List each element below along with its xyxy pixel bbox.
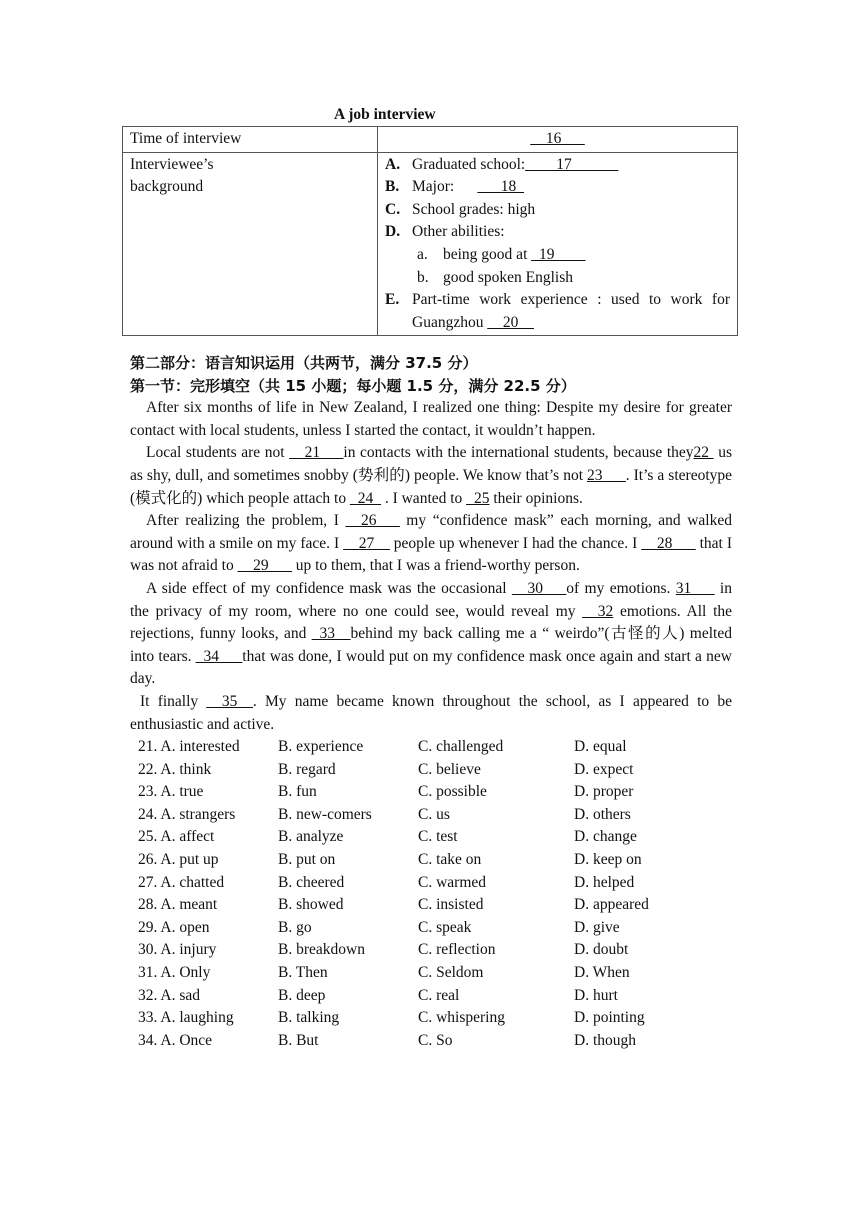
text-span: 30. A. injury [138,941,217,959]
text-span: D. appeared [574,896,649,914]
choice-row-24 [130,804,732,827]
option-a [385,154,730,177]
text-span: C. [385,200,401,218]
text-span: A side effect of my confidence mask was the occasional [146,579,512,597]
text-span: us as shy, dull, and sometimes snobby (势利的) people. We know that’s not [130,444,732,484]
label-line: Interviewee’s [130,155,214,173]
choice-row-34 [130,1030,732,1053]
blank-21: __21___ [289,444,344,462]
text-span: 34. A. Once [138,1031,213,1049]
text-span: D. others [574,805,631,823]
text-span: . It’s a stereotype (模式化的) which people attach to [130,466,733,507]
text-span: D. doubt [574,941,629,959]
choice-row-23 [130,781,732,804]
table-row [123,127,738,153]
text-span: Local students are not [146,444,290,462]
text-span: B. put on [278,851,336,869]
blank-28: __28___ [641,534,696,552]
text-span: After realizing the problem, I [146,512,346,530]
choice-row-29 [130,917,732,940]
blank-20: __20__ [487,313,534,331]
text-span: 26. A. put up [138,851,219,869]
option-c [385,199,730,222]
text-span: C. So [418,1031,453,1049]
text-span: C. believe [418,760,481,778]
table-title: A job interview [334,106,436,123]
text-span: 23. A. true [138,783,204,801]
paragraph-3 [130,510,732,578]
text-span: 29. A. open [138,918,210,936]
text-span: It finally [140,692,207,710]
text-span: in contacts with the international students, because they [343,444,694,462]
text-span: C. challenged [418,738,504,756]
text-span: Guangzhou [412,313,488,331]
paragraph-2 [130,442,732,510]
text-span: Major: [412,178,478,196]
text-span: B. showed [278,896,344,914]
choices-list [130,736,732,1052]
text-span: B. regard [278,760,336,778]
text-span: D. pointing [574,1009,645,1027]
text-span: B. experience [278,738,364,756]
choice-row-33 [130,1007,732,1030]
text-span: emotions. All the rejections, funny looks, and [130,602,733,643]
blank-25: _25 [466,489,490,507]
text-span: D. equal [574,738,627,756]
text-span: D. When [574,964,630,982]
choice-row-30 [130,939,732,962]
option-d-b [385,267,730,290]
blank-24: _24_ [349,489,381,507]
text-span: Graduated school: [412,155,526,173]
text-span: C. whispering [418,1009,505,1027]
text-span: D. [385,223,401,241]
choice-row-25 [130,826,732,849]
section-title: 第一节：完形填空（共 15 小题；每小题 1.5 分，满分 22.5 分） [130,376,576,395]
text-span: Part-time work experience : used to work for [412,291,730,309]
blank-29: __29___ [237,557,292,575]
text-span: 21. A. interested [138,738,240,756]
choice-row-28 [130,894,732,917]
text-span: C. real [418,986,460,1004]
blank-22: 22 [693,444,714,462]
blank-34: _34___ [195,647,243,665]
text-span: that was done, I would put on my confidence mask once again and start a new day. [130,647,732,688]
option-e [385,289,730,312]
text-span: School grades: high [412,200,536,218]
text-span: B. Then [278,964,328,982]
choice-row-26 [130,849,732,872]
blank-19: _19____ [531,245,586,263]
text-span: C. insisted [418,896,484,914]
text-span: 28. A. meant [138,896,218,914]
blank-30: __30___ [511,579,567,597]
text-span: B. go [278,918,312,936]
part-title: 第二部分：语言知识运用（共两节，满分 37.5 分） [130,354,478,372]
choice-row-21 [130,736,732,759]
text-span: C. warmed [418,873,487,891]
row-value [378,152,738,336]
option-d [385,221,730,244]
text-span: D. proper [574,783,634,801]
text-span: . My name became known throughout the school, as I appeared to be enthusiastic and active. [130,692,732,733]
text-span: B. breakdown [278,941,365,959]
text-span: D. give [574,918,620,936]
text-span: people up whenever I had the chance. I [389,534,642,552]
text-span: b. [417,268,429,286]
blank-26: __26___ [345,512,400,530]
text-span: C. us [418,805,450,823]
text-span: 31. A. Only [138,964,211,982]
job-interview-table [122,126,738,336]
text-span: B. [385,178,400,196]
choice-row-22 [130,759,732,782]
option-b [385,176,730,199]
blank-17: ____17______ [525,155,619,173]
text-span: B. cheered [278,873,345,891]
row-label [123,152,378,336]
choice-row-27 [130,872,732,895]
choice-row-31 [130,962,732,985]
blank-27: __27__ [343,534,390,552]
option-d-a [385,244,730,267]
text-span: 32. A. sad [138,986,200,1004]
text-span: 24. A. strangers [138,805,236,823]
text-span: 22. A. think [138,760,212,778]
text-span: B. But [278,1031,319,1049]
row-label: Time of interview [123,127,378,153]
text-span: 33. A. laughing [138,1009,234,1027]
text-span: that I was not afraid to [130,534,733,575]
text-span: of my emotions. [566,579,676,597]
blank-18: ___18_ [477,178,524,196]
text-span: 27. A. chatted [138,873,225,891]
section-body [130,352,732,1052]
text-span: D. hurt [574,986,618,1004]
row-value [378,127,738,153]
text-span: D. keep on [574,851,642,869]
text-span: C. take on [418,851,482,869]
text-span: B. deep [278,986,326,1004]
text-span: D. helped [574,873,635,891]
text-span: C. Seldom [418,964,484,982]
paragraph-1: After six months of life in New Zealand, I realized one thing: Despite my desire for greater contact with local students, unless I started the contact, it wouldn’t happen. [130,399,732,439]
text-span: 25. A. affect [138,828,215,846]
blank-31: 31___ [675,579,715,597]
text-span: A. [385,155,401,173]
paragraph-5 [130,691,732,736]
text-span: my “confidence mask” each morning, and walked around with a smile on my face. I [130,512,732,552]
text-span: C. possible [418,783,487,801]
label-line: background [130,178,204,196]
blank-23: 23___ [587,466,626,484]
text-span: a. [417,245,428,263]
text-span: . I wanted to [380,489,467,507]
text-span: D. though [574,1031,636,1049]
text-span: C. test [418,828,458,846]
text-span: their opinions. [489,489,583,507]
text-span: B. fun [278,783,317,801]
text-span: Other abilities: [412,223,505,241]
text-span: up to them, that I was a friend-worthy person. [291,557,580,575]
blank-33: _33__ [311,625,351,643]
text-span: being good at [443,245,532,263]
text-span: B. analyze [278,828,344,846]
text-span: B. new-comers [278,805,372,823]
text-span: good spoken English [443,268,574,286]
text-span: E. [385,291,400,309]
text-span: C. reflection [418,941,496,959]
text-span: C. speak [418,918,472,936]
text-span: in the privacy of my room, where no one could see, would reveal my [130,579,732,620]
option-e-cont [385,312,730,335]
table-row [123,152,738,336]
blank-35: __35__ [206,692,253,710]
blank-16: __16___ [530,130,585,147]
text-span: B. talking [278,1009,340,1027]
paragraph-4 [130,578,732,691]
text-span: D. change [574,828,637,846]
text-span: behind my back calling me a “ weirdo”(古怪的人) melted into tears. [130,625,732,665]
choice-row-32 [130,985,732,1008]
text-span: D. expect [574,760,634,778]
blank-32: __32 [582,602,614,620]
